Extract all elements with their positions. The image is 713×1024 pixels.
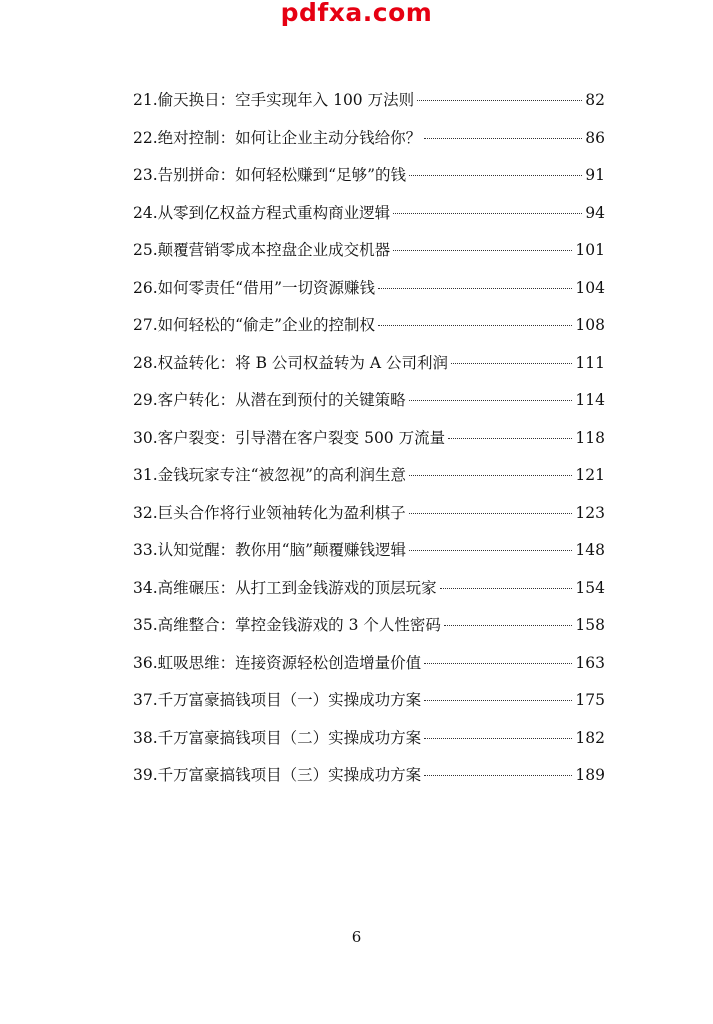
toc-entry-page: 114 — [575, 391, 605, 409]
toc-entry-title: 23.告别拼命：如何轻松赚到“足够”的钱 — [133, 166, 406, 184]
toc-entry-page: 86 — [585, 128, 605, 147]
toc-dot-leader — [424, 738, 572, 739]
toc-dot-leader — [378, 325, 572, 326]
toc-entry-title: 26.如何零责任“借用”一切资源赚钱 — [133, 278, 375, 297]
toc-entry[interactable] — [133, 461, 605, 499]
toc-entry[interactable] — [133, 424, 605, 462]
toc-dot-leader — [424, 700, 572, 701]
toc-entry-title: 36.虹吸思维：连接资源轻松创造增量价值 — [133, 653, 422, 672]
toc-entry-page: 111 — [575, 353, 605, 372]
toc-dot-leader — [409, 175, 582, 176]
toc-entry[interactable] — [133, 649, 605, 687]
toc-entry[interactable] — [133, 574, 605, 612]
toc-entry-title: 34.高维碾压：从打工到金钱游戏的顶层玩家 — [133, 578, 437, 597]
toc-entry[interactable] — [133, 724, 605, 762]
toc-dot-leader — [451, 363, 572, 364]
toc-dot-leader — [393, 250, 572, 251]
toc-entry[interactable] — [133, 124, 605, 162]
toc-entry-title: 39.千万富豪搞钱项目（三）实操成功方案 — [133, 766, 422, 784]
toc-entry-page: 123 — [575, 503, 605, 522]
toc-entry-title: 31.金钱玩家专注“被忽视”的高利润生意 — [133, 466, 406, 484]
toc-dot-leader — [409, 475, 572, 476]
toc-entry-page: 121 — [575, 466, 605, 484]
toc-entry-title: 32.巨头合作将行业领袖转化为盈利棋子 — [133, 503, 406, 522]
toc-entry-page: 189 — [575, 766, 605, 784]
toc-dot-leader — [424, 775, 572, 776]
toc-entry-title: 29.客户转化：从潜在到预付的关键策略 — [133, 391, 406, 409]
toc-dot-leader — [444, 625, 573, 626]
toc-entry-title: 35.高维整合：掌控金钱游戏的 3 个人性密码 — [133, 616, 441, 634]
toc-entry[interactable] — [133, 86, 605, 124]
toc-dot-leader — [417, 100, 582, 101]
toc-entry[interactable] — [133, 274, 605, 312]
toc-entry[interactable] — [133, 499, 605, 537]
toc-entry-page: 148 — [575, 541, 605, 559]
toc-entry-title: 25.颠覆营销零成本控盘企业成交机器 — [133, 241, 391, 259]
toc-entry-page: 158 — [575, 616, 605, 634]
toc-entry-page: 175 — [575, 691, 605, 709]
page-number: 6 — [351, 928, 362, 946]
toc-entry[interactable] — [133, 311, 605, 349]
toc-entry[interactable] — [133, 536, 605, 574]
toc-entry-page: 101 — [575, 241, 605, 259]
toc-entry-title: 28.权益转化：将 B 公司权益转为 A 公司利润 — [133, 353, 448, 372]
toc-entry-title: 38.千万富豪搞钱项目（二）实操成功方案 — [133, 728, 422, 747]
toc-entry-title: 24.从零到亿权益方程式重构商业逻辑 — [133, 203, 391, 222]
toc-entry-page: 104 — [575, 278, 605, 297]
toc-entry[interactable] — [133, 611, 605, 649]
toc-entry[interactable] — [133, 236, 605, 274]
toc-dot-leader — [378, 288, 572, 289]
toc-entry-title: 27.如何轻松的“偷走”企业的控制权 — [133, 316, 375, 334]
toc-dot-leader — [409, 400, 573, 401]
toc-entry-page: 82 — [585, 91, 605, 109]
toc-entry-title: 21.偷天换日：空手实现年入 100 万法则 — [133, 91, 415, 109]
toc-dot-leader — [424, 663, 572, 664]
watermark-logo: pdfxa.com — [280, 0, 433, 27]
toc-entry[interactable] — [133, 349, 605, 387]
toc-entry[interactable] — [133, 199, 605, 237]
toc-entry-page: 154 — [575, 578, 605, 597]
toc-dot-leader — [440, 588, 573, 589]
toc-dot-leader — [409, 550, 572, 551]
toc-dot-leader — [409, 513, 573, 514]
toc-entry-page: 182 — [575, 728, 605, 747]
toc-entry[interactable] — [133, 161, 605, 199]
toc-entry-title: 33.认知觉醒：教你用“脑”颠覆赚钱逻辑 — [133, 541, 406, 559]
toc-entry-page: 94 — [585, 203, 605, 222]
toc-entry[interactable] — [133, 386, 605, 424]
table-of-contents — [133, 86, 605, 799]
toc-entry-title: 30.客户裂变：引导潜在客户裂变 500 万流量 — [133, 428, 446, 447]
toc-entry-title: 22.绝对控制：如何让企业主动分钱给你？ — [133, 128, 422, 147]
toc-entry-page: 91 — [585, 166, 605, 184]
toc-entry[interactable] — [133, 761, 605, 799]
toc-entry-page: 118 — [575, 428, 605, 447]
toc-entry-page: 108 — [575, 316, 605, 334]
toc-entry-page: 163 — [575, 653, 605, 672]
toc-dot-leader — [393, 213, 582, 214]
toc-dot-leader — [424, 138, 582, 139]
toc-entry[interactable] — [133, 686, 605, 724]
toc-entry-title: 37.千万富豪搞钱项目（一）实操成功方案 — [133, 691, 422, 709]
toc-dot-leader — [448, 438, 572, 439]
